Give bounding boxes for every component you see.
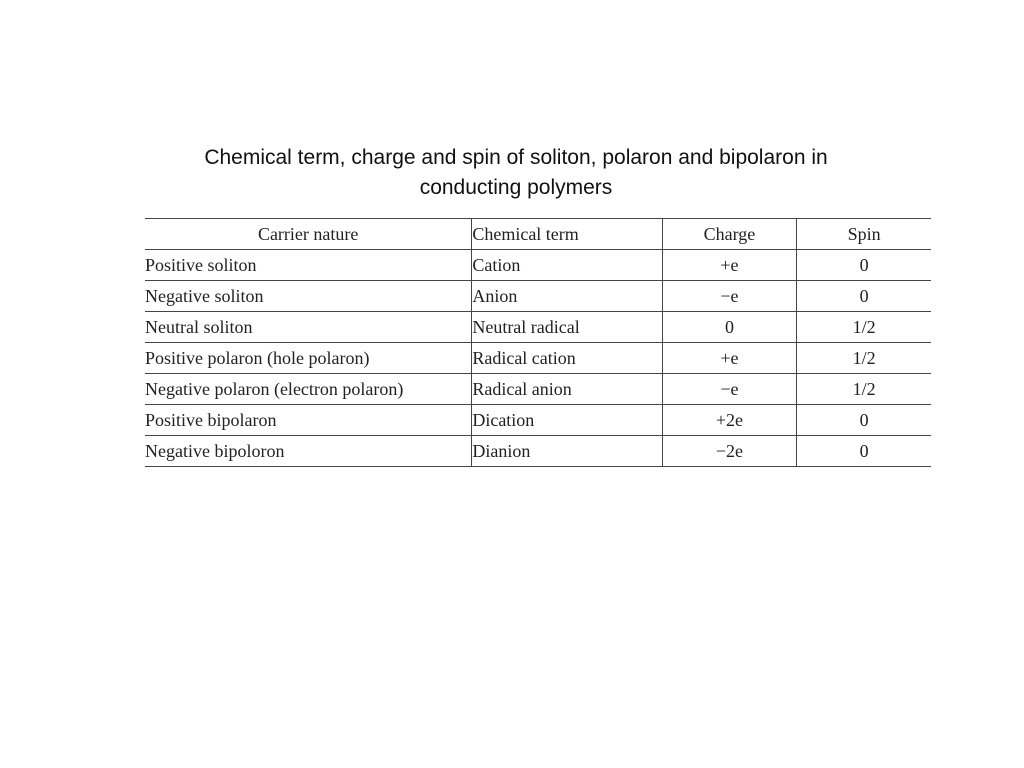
table-row — [145, 374, 931, 405]
cell-spin: 1/2 — [797, 374, 931, 405]
cell-carrier-nature: Negative soliton — [145, 281, 472, 312]
cell-spin: 1/2 — [797, 343, 931, 374]
cell-chemical-term: Neutral radical — [472, 312, 662, 343]
slide-title — [130, 143, 902, 203]
table-row — [145, 436, 931, 467]
cell-charge: +e — [662, 250, 796, 281]
table-row — [145, 250, 931, 281]
cell-chemical-term: Radical cation — [472, 343, 662, 374]
cell-spin: 0 — [797, 436, 931, 467]
cell-carrier-nature: Negative polaron (electron polaron) — [145, 374, 472, 405]
header-charge: Charge — [662, 219, 796, 250]
cell-chemical-term: Anion — [472, 281, 662, 312]
header-chemical-term: Chemical term — [472, 219, 662, 250]
cell-carrier-nature: Positive polaron (hole polaron) — [145, 343, 472, 374]
cell-spin: 0 — [797, 281, 931, 312]
cell-carrier-nature: Negative bipoloron — [145, 436, 472, 467]
cell-charge: −2e — [662, 436, 796, 467]
cell-chemical-term: Radical anion — [472, 374, 662, 405]
table-header-row — [145, 219, 931, 250]
cell-chemical-term: Dianion — [472, 436, 662, 467]
cell-chemical-term: Dication — [472, 405, 662, 436]
header-spin: Spin — [797, 219, 931, 250]
cell-carrier-nature: Neutral soliton — [145, 312, 472, 343]
title-line-1: Chemical term, charge and spin of soliton, polaron and bipolaron in — [204, 146, 828, 169]
cell-spin: 0 — [797, 250, 931, 281]
table-row — [145, 281, 931, 312]
cell-spin: 0 — [797, 405, 931, 436]
cell-spin: 1/2 — [797, 312, 931, 343]
cell-charge: −e — [662, 281, 796, 312]
cell-carrier-nature: Positive bipolaron — [145, 405, 472, 436]
cell-charge: −e — [662, 374, 796, 405]
cell-carrier-nature: Positive soliton — [145, 250, 472, 281]
header-carrier-nature: Carrier nature — [145, 219, 472, 250]
cell-chemical-term: Cation — [472, 250, 662, 281]
cell-charge: 0 — [662, 312, 796, 343]
table-row — [145, 405, 931, 436]
cell-charge: +e — [662, 343, 796, 374]
table-row — [145, 312, 931, 343]
title-line-2: conducting polymers — [419, 176, 613, 199]
carrier-table — [145, 218, 931, 467]
table-row — [145, 343, 931, 374]
cell-charge: +2e — [662, 405, 796, 436]
